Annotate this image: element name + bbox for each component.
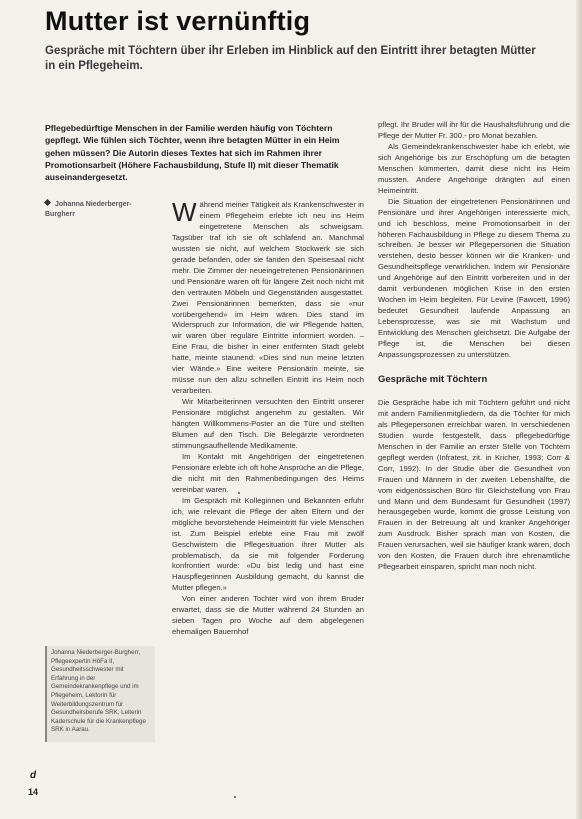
article-subtitle: Gespräche mit Töchtern über ihr Erleben im Hinblick auf den Eintritt ihrer betagten Mütter in ein Pflegeheim.	[45, 45, 536, 72]
body-paragraph: Die Situation der eingetretenen Pensionärinnen und Pensionäre und ihrer Angehörigen interessierte mich, und ich beschloss, meine Promotionsarbeit in der höheren Fachausbildung in Pflege zu diesem Thema zu schreiben. Je besser wir Pflegepersonen die Situation verstehen, desto besser können wir die Kranken- und Gesundheitspflege verwirklichen. Indem wir Pensionäre und Angehörige auf den Eintritt vorbereiten und in der damit verbundenen möglichen Krise in den ersten Wochen im Heim begleiten. Für Levine (Fawcett, 1996) bedeutet Gesundheit laufende Anpassung an Lebensprozesse, was sie mit Wachstum und Entwicklung des Menschen gleichsetzt. Die Aufgabe der Pflege ist, die Menschen bei diesen Anpassungsprozessen zu unterstützen.	[378, 196, 570, 360]
body-paragraph: Die Gespräche habe ich mit Töchtern geführt und nicht mit andern Familienmitgliedern, da die Töchter für mich als Pflegepersonen erreichbar waren. In verschiedenen Studien wurde festgestellt, dass pflegebedürftige Menschen in der Familie an erster Stelle von Töchtern gepflegt werden (Infratest, zit. in Kricher, 1993; Corr & Corr, 1992). In der Studie über die Gesundheit von Frauen und Männern in der zweiten Lebenshälfte, die vom eidgenössischen Büro für Gleichstellung von Frau und Mann und dem Bundesamt für Gesundheit (1997) herausgegeben wurde, kommt die grosse Leistung von Frauen in der Betreuung alt und kranker Angehöriger zum Ausdruck. Bisher sprach man von Kosten, die Frauen verursachen, weil sie häufiger krank wären, doch von den Kosten, die Frauen durch ihre ehrenamtliche Pflegearbeit einsparen, spricht man noch nicht.	[378, 397, 570, 572]
article-intro: Pflegebedürftige Menschen in der Familie werden häufig von Töchtern gepflegt. Wie fühlen sich Töchter, wenn ihre betagten Mütter in ein Heim gehen müssen? Die Autorin dieses Textes hat sich im Rahmen ihrer Promotionsarbeit (Höhere Fachausbildung, Stufe II) mit dieser Thematik auseinandergesetzt.	[45, 123, 340, 183]
section-heading: Gespräche mit Töchtern	[378, 373, 488, 385]
body-paragraph: Von einer anderen Tochter wird von ihrem Bruder erwartet, dass sie die Mutter während 24 Stunden an sieben Tagen pro Woche auf dem abgelegenen ehemaligen Bauernhof	[172, 594, 364, 637]
author-caption-box: Johanna Niederberger-Burgherr, Pflegeexpertin HöFa II, Gesundheitsschwester mit Erfahrung in der Gemeindekrankenpflege und im Pflegeheim, Lektorin für Weiterbildungszentrum für Gesundheitsberufe SRK, Leiterin Kaderschule für die Krankenpflege SRK in Aarau.	[45, 646, 155, 742]
paragraph-text: ährend meiner Tätigkeit als Krankenschwester in einem Pflegeheim erlebte ich neu ins Heim eingetretene Menschen als schweigsam. Tagsüber traf ich sie oft schlafend an. Manchmal wussten sie nicht, auf welchem Stockwerk sie sich gerade befanden, oder sie fanden den Speisesaal nicht mehr. Die Zimmer der neueingetretenen Pensionärinnen und Pensionäre waren oft für längere Zeit noch nicht mit den vertrauten Möbeln und Gegenständen ausgestattet. Zwei Pensionärinnen bemerkten, dass sie «nur vorübergehend» im Heim wären. Dies stand im Widerspruch zur Information, die wir Pflegende hatten, wir waren über reguläre Eintritte informiert worden. – Eine Frau, die bisher in einer entfernten Stadt gelebt hatte, meinte staunend: «Dies sind nun meine letzten vier Wände.» Eine weitere Pensionärin meinte, sie müsse nun den allzu schnellen Eintritt ins Heim noch verarbeiten.	[172, 200, 364, 396]
body-paragraph: Wir Mitarbeiterinnen versuchten den Eintritt unserer Pensionäre möglichst angenehm zu gestalten. Wir hängten Willkommens-Poster an die Türe und stellten Blumen auf den Tisch. Die Belegärzte verordneten stimmungsaufhellende Medikamente.	[172, 397, 364, 450]
body-paragraph: Im Gespräch mit Kolleginnen und Bekannten erfuhr ich, wie relevant die Pflege der alten Eltern und der mögliche bevorstehende Heimeintritt für viele Menschen ist. Zum Beispiel erlebte eine Frau mit zwölf Geschwistern die Pflegesituation ihrer Mutter als problematisch, da sie mit folgender Forderung konfrontiert wurde: «Du bist ledig und hast eine Hauspflegerinnen Ausbildung gemacht, du kannst die Mutter pflegen.»	[172, 495, 364, 593]
page-number: 14	[28, 787, 39, 797]
body-paragraph: Als Gemeindekrankenschwester habe ich erlebt, wie sich Angehörige bis zur Erschöpfung um die betagten Menschen kümmerten, damit diese nicht ins Heim mussten. Andere Angehörige drängten auf einen Heimeintritt.	[378, 141, 570, 195]
body-paragraph: Im Kontakt mit Angehörigen der eingetretenen Pensionäre erlebte ich oft hohe Ansprüche an die Pflege, die nicht mit den Rahmenbedingungen des Heims vereinbar waren.	[172, 451, 364, 494]
drop-cap: W	[172, 197, 197, 227]
scan-edge-shadow	[576, 0, 582, 819]
body-paragraph	[172, 197, 364, 397]
body-paragraph: pflegt. Ihr Bruder will ihr für die Haushaltsführung und die Pflege der Mutter Fr. 300.- pro Monat bezahlen.	[378, 120, 570, 140]
right-column	[378, 120, 570, 573]
speck	[238, 492, 240, 494]
speck	[234, 796, 236, 798]
corner-marker: d	[30, 770, 37, 781]
diamond-bullet-icon	[44, 199, 51, 206]
author-name: Johanna Niederberger-Burgherr	[45, 201, 132, 218]
middle-column	[172, 197, 364, 638]
article-title: Mutter ist vernünftig	[45, 6, 311, 36]
author-byline	[45, 200, 150, 220]
